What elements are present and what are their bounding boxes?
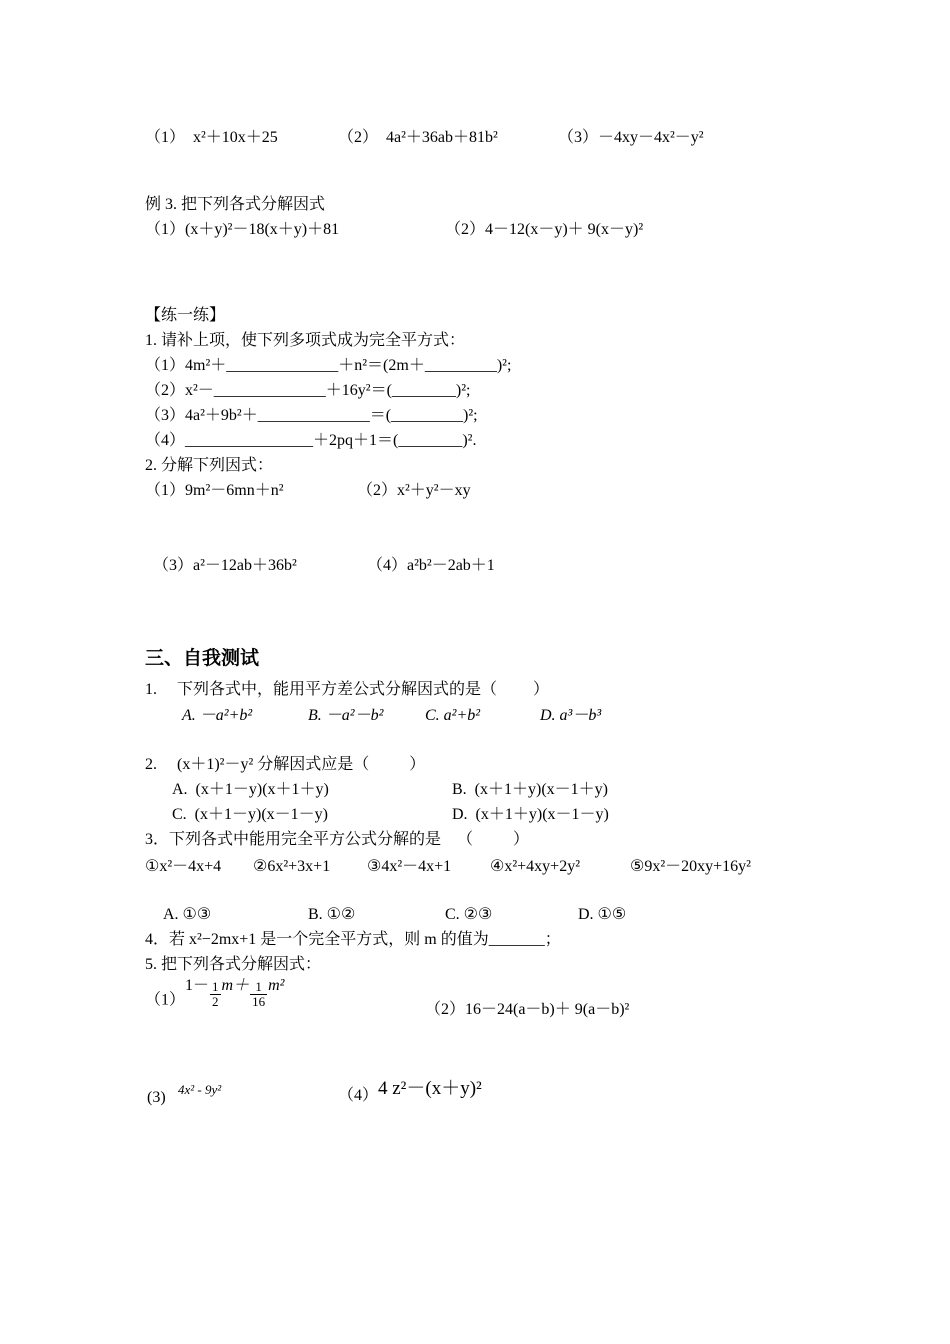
test-1-option-a: A. －a²+b²: [182, 707, 253, 724]
practice-2-item-4: （4）a²b²－2ab＋1: [367, 557, 495, 574]
practice-1-item-3: （3）4a²＋9b²＋______________＝(_________)²;: [145, 407, 478, 424]
practice-1-item-2: （2）x²－______________＋16y²＝(________)²;: [145, 382, 471, 399]
test-question-4: 4．若 x²−2mx+1 是一个完全平方式，则 m 的值为_______；: [145, 931, 561, 948]
test-5-item-4-label: （4）: [338, 1087, 379, 1104]
test-1-option-d: D. a³－b³: [540, 707, 602, 724]
test-3-option-c: C. ②③: [445, 906, 493, 923]
test-3-option-d: D. ①⑤: [578, 906, 627, 923]
practice-2-item-2: （2）x²＋y²－xy: [357, 482, 471, 499]
top-problem-1: （1） x²＋10x＋25: [145, 129, 278, 146]
test-1-option-b: B. －a²－b²: [308, 707, 384, 724]
test-3-option-a: A. ①③: [163, 906, 212, 923]
top-problem-3: （3）－4xy－4x²－y²: [558, 129, 704, 146]
section3-title: 三、自我测试: [145, 647, 260, 669]
practice-question-2: 2. 分解下列因式：: [145, 457, 274, 474]
test-question-3: 3．下列各式中能用完全平方公式分解的是 （ ）: [145, 831, 530, 848]
test-3-item-4: ④x²+4xy+2y²: [490, 858, 580, 875]
fraction-half: $\frac{1}{2}$: [212, 979, 219, 1010]
fraction-sixteenth: $\frac{1}{16}$: [252, 979, 266, 1010]
practice-2-item-1: （1）9m²－6mn＋n²: [145, 482, 284, 499]
test-2-option-b: B. (x＋1＋y)(x－1＋y): [452, 781, 608, 798]
practice-2-item-3: （3）a²－12ab＋36b²: [153, 557, 297, 574]
test-2-option-d: D. (x＋1＋y)(x－1－y): [452, 806, 609, 823]
test-question-1: 1. 下列各式中，能用平方差公式分解因式的是（ ）: [145, 681, 550, 698]
test-1-option-c: C. a²+b²: [425, 707, 481, 724]
test-question-2: 2. (x＋1)²－y² 分解因式应是（ ）: [145, 756, 426, 773]
test-3-option-b: B. ①②: [308, 906, 356, 923]
test-3-item-1: ①x²－4x+4: [145, 858, 222, 875]
test-3-item-3: ③4x²－4x+1: [367, 858, 452, 875]
test-2-option-a: A. (x＋1－y)(x＋1＋y): [172, 781, 329, 798]
test-3-item-5: ⑤9x²－20xy+16y²: [630, 858, 751, 875]
test-5-item-3: 4x² - 9y²: [178, 1082, 222, 1097]
example3-problem-2: （2）4－12(x－y)＋ 9(x－y)²: [445, 221, 644, 238]
test-5-item-3-label: (3): [147, 1089, 166, 1106]
top-problem-2: （2） 4a²＋36ab＋81b²: [338, 129, 498, 146]
practice-question-1: 1. 请补上项，使下列多项式成为完全平方式：: [145, 332, 466, 349]
test-5-item-2: （2）16－24(a－b)＋ 9(a－b)²: [425, 1001, 630, 1018]
test-3-item-2: ②6x²+3x+1: [253, 858, 331, 875]
test-5-item-1: （1）1－ $\frac{1}{2}$ m＋ $\frac{1}{16}$ m²: [145, 977, 285, 1010]
practice-heading: 【练一练】: [145, 307, 226, 324]
practice-1-item-4: （4）________________＋2pq＋1＝(________)².: [145, 432, 477, 449]
test-question-5: 5. 把下列各式分解因式：: [145, 956, 322, 973]
test-5-item-4: 4 z²－(x＋y)²: [378, 1078, 482, 1099]
practice-1-item-1: （1）4m²＋______________＋n²＝(2m＋_________)²;: [145, 357, 512, 374]
example3-heading: 例 3. 把下列各式分解因式: [145, 196, 326, 213]
test-2-option-c: C. (x＋1－y)(x－1－y): [172, 806, 328, 823]
example3-problem-1: （1）(x＋y)²－18(x＋y)＋81: [145, 221, 340, 238]
